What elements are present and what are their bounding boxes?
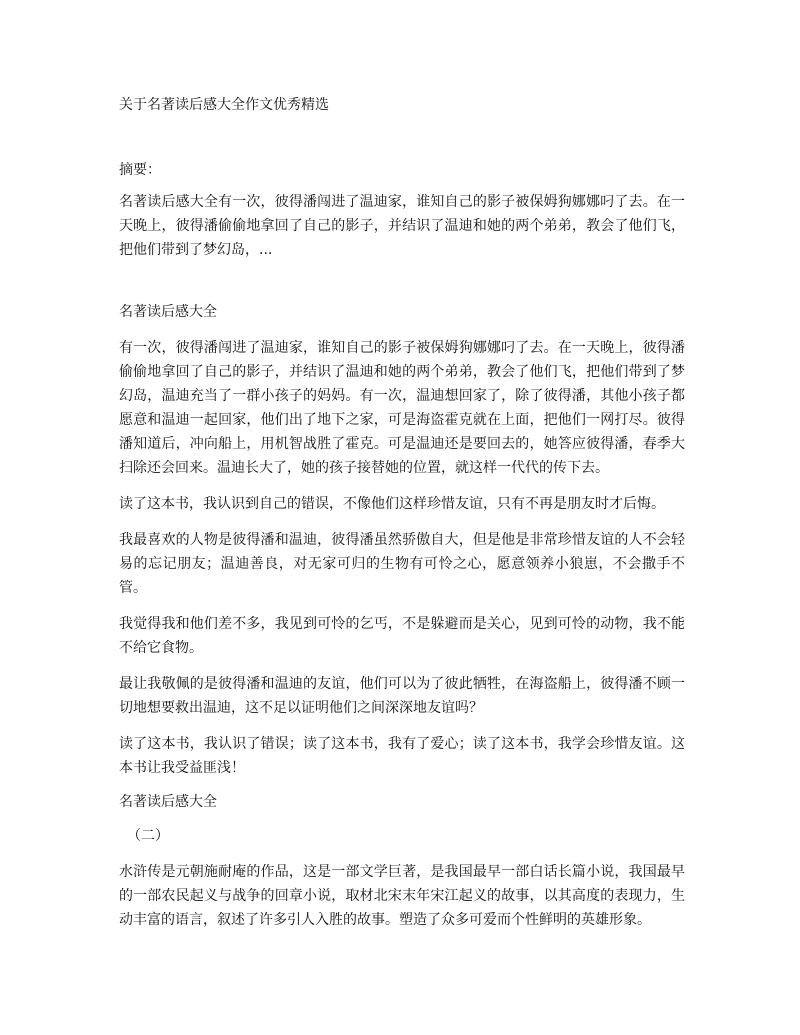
paragraph: 我觉得我和他们差不多，我见到可怜的乞丐，不是躲避而是关心，见到可怜的动物，我不能不给它食物。 [119, 616, 685, 656]
paragraph: 有一次，彼得潘闯进了温迪家，谁知自己的影子被保姆狗娜娜叼了去。在一天晚上，彼得潘偷偷地拿回了自己的影子，并结识了温迪和她的两个弟弟，教会了他们飞，把他们带到了梦幻岛，温迪充当了一群小孩子的妈妈。有一次，温迪想回家了，除了彼得潘，其他小孩子都愿意和温迪一起回家，他们出了地下之家，可是海盗霍克就在上面，把他们一网打尽。彼得潘知道后，冲向船上，用机智战胜了霍克。可是温迪还是要回去的，她答应彼得潘，春季大扫除还会回来。温迪长大了，她的孩子接替她的位置，就这样一代代的传下去。 [119, 340, 685, 476]
paragraph: 最让我敬佩的是彼得潘和温迪的友谊，他们可以为了彼此牺牲，在海盗船上，彼得潘不顾一切地想要救出温迪，这不足以证明他们之间深深地友谊吗？ [119, 676, 685, 716]
section-subheading: （二） [127, 828, 169, 844]
paragraph: 我最喜欢的人物是彼得潘和温迪，彼得潘虽然骄傲自大，但是他是非常珍惜友谊的人不会轻易的忘记朋友；温迪善良，对无家可归的生物有可怜之心，愿意领养小狼崽，不会撒手不管。 [119, 532, 685, 596]
paragraph: 水浒传是元朝施耐庵的作品，这是一部文学巨著，是我国最早一部白话长篇小说，我国最早的一部农民起义与战争的回章小说，取材北宋末年宋江起义的故事，以其高度的表现力，生动丰富的语言，叙述了许多引人入胜的故事。塑造了众多可爱而个性鲜明的英雄形象。 [119, 864, 685, 928]
paragraph: 读了这本书，我认识了错误；读了这本书，我有了爱心；读了这本书，我学会珍惜友谊。这本书让我受益匪浅！ [119, 736, 685, 776]
document-title: 关于名著读后感大全作文优秀精选 [119, 97, 329, 113]
paragraph: 读了这本书，我认识到自己的错误，不像他们这样珍惜友谊，只有不再是朋友时才后悔。 [119, 496, 665, 512]
section-heading: 名著读后感大全 [119, 304, 217, 320]
section-heading: 名著读后感大全 [119, 794, 217, 810]
abstract-label: 摘要： [119, 162, 161, 178]
abstract-text: 名著读后感大全有一次，彼得潘闯进了温迪家，谁知自己的影子被保姆狗娜娜叼了去。在一天晚上，彼得潘偷偷地拿回了自己的影子，并结识了温迪和她的两个弟弟，教会了他们飞，把他们带到了梦幻岛，... [119, 194, 685, 258]
document-body [119, 302, 685, 944]
